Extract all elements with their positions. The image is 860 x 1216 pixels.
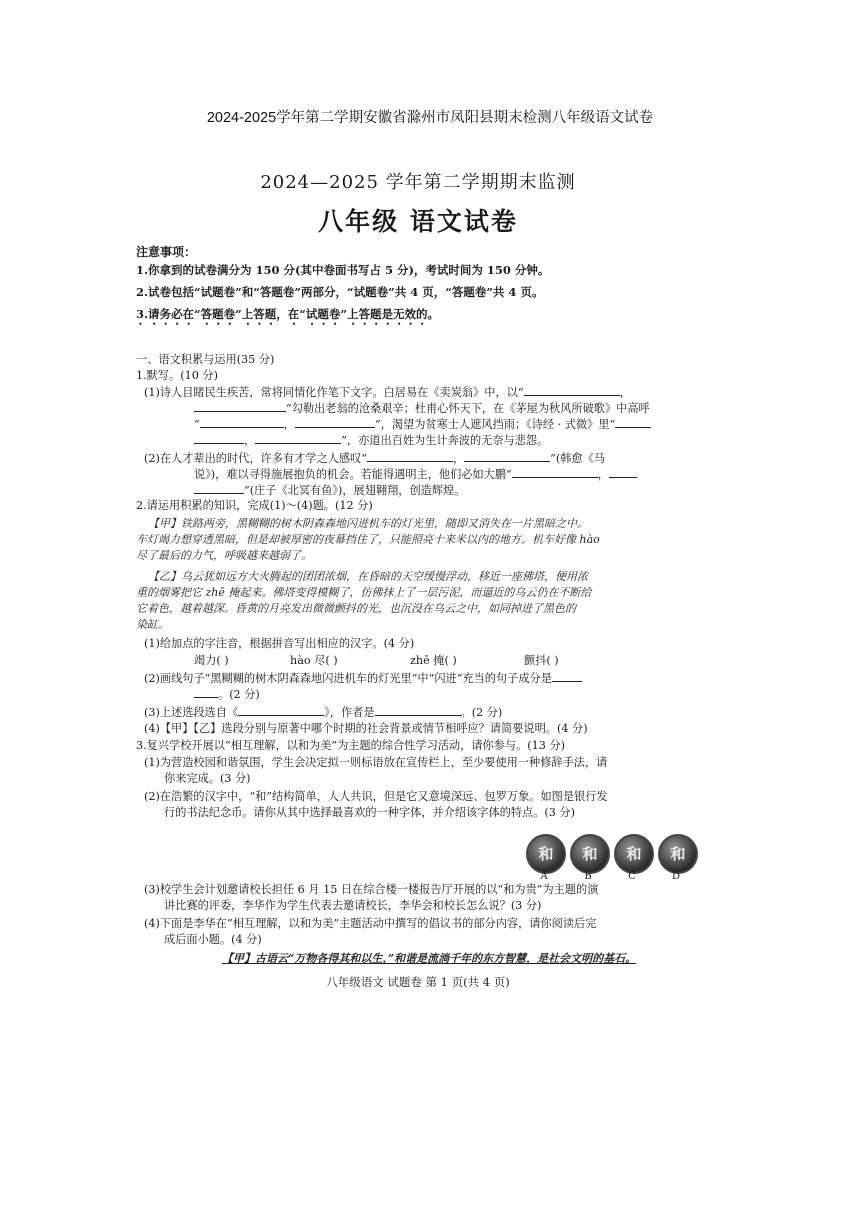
section-heading: 一、语文积累与运用(35 分) <box>136 353 275 366</box>
document-title: 2024-2025学年第二学期安徽省滁州市凤阳县期末检测八年级语文试卷 <box>206 110 654 126</box>
q2-sub3-text-c: 。(2 分) <box>460 706 503 719</box>
q2-yi-line4: 染缸。 <box>136 618 169 631</box>
pinyin-item-3[interactable]: zhē 掩( ) <box>410 654 457 667</box>
coin-c-label: C <box>628 871 636 882</box>
exam-title: 2024—2025 学年第二学期期末监测 <box>260 172 576 193</box>
coin-d-label: D <box>671 871 681 882</box>
coin-a-glyph: 和 <box>538 845 554 863</box>
answer-blank[interactable] <box>194 432 244 444</box>
q2-yi-line1: 【乙】乌云犹如远方大火腾起的团团浓烟，在昏暗的天空缓慢浮动，移近一座佛塔，便用浓 <box>148 570 588 583</box>
coin-d-glyph: 和 <box>670 845 686 863</box>
coin-a-label: A <box>540 871 548 882</box>
answer-blank[interactable] <box>194 400 286 412</box>
exam-subtitle: 八年级 语文试卷 <box>318 207 518 236</box>
coin-d-image <box>658 834 698 874</box>
pinyin-item-2[interactable]: hào 尽( ) <box>290 654 338 667</box>
q3-sub4-line2: 成后面小题。(4 分) <box>164 933 262 946</box>
q2-sub2-line1 <box>144 670 582 686</box>
notice-heading: 注意事项： <box>136 245 197 259</box>
exam-page-scan <box>118 148 718 998</box>
answer-blank[interactable] <box>609 466 637 478</box>
q2-sub2-text1: (2)画线句子“黑糊糊的树木阴森森地闪进机车的灯光里”中“闪进”充当的句子成分是 <box>144 672 552 685</box>
notice-item-1: 1.你拿到的试卷满分为 150 分(其中卷面书写占 5 分)，考试时间为 150 分钟。 <box>136 263 550 277</box>
q2-sub2-text2: 。(2 分) <box>218 688 260 701</box>
q2-jia-line3: 尽了最后的力气，呼吸越来越弱了。 <box>136 549 312 562</box>
answer-blank[interactable] <box>552 670 582 682</box>
q2-sub4: (4)【甲】【乙】选段分别与原著中哪个时期的社会背景或情节相呼应？请简要说明。(4 分) <box>144 722 588 735</box>
q3-jia-passage: 【甲】古语云“万物各得其和以生，”和谐是流淌千年的东方智慧，是社会文明的基石。 <box>222 952 637 965</box>
q3-sub1-line1: (1)为营造校园和谐氛围，学生会决定拟一则标语放在宣传栏上，至少要使用一种修辞手法，请 <box>144 756 608 769</box>
pinyin-item-4[interactable]: 颤抖( ) <box>524 654 559 667</box>
answer-blank[interactable] <box>367 450 453 462</box>
answer-blank[interactable] <box>524 384 620 396</box>
coin-a-image <box>526 834 566 874</box>
coin-b-glyph: 和 <box>582 845 598 863</box>
q1-p1-line2 <box>194 400 650 416</box>
q3-sub1-line2: 你来完成。(3 分) <box>164 772 251 785</box>
q3-sub4-line1: (4)下面是李华在“相互理解，以和为美”主题活动中撰写的倡议书的部分内容，请你阅读后完 <box>144 917 597 930</box>
q3-sub3-line1: (3)校学生会计划邀请校长担任 6 月 15 日在综合楼一楼报告厅开展的以“和为贵”为主题的演 <box>144 883 599 896</box>
q2-sub3-text-b: 》，作者是 <box>324 706 375 719</box>
q2-yi-line2: 重的烟雾把它 zhē 掩起来。佛塔变得模糊了，仿佛抹上了一层污泥，而逼近的乌云仍在不断给 <box>136 586 592 599</box>
q2-sub1: (1)给加点的字注音，根据拼音写出相应的汉字。(4 分) <box>144 637 415 650</box>
q1-p2-text2: 说》)，难以寻得施展抱负的机会。若能得遇明主，他们必如大鹏“ <box>194 468 512 481</box>
answer-blank[interactable] <box>238 704 324 716</box>
q1-p1-text4: ”，亦道出百姓为生计奔波的无奈与悲怨。 <box>341 434 549 447</box>
q1-p2-line1: (2)在人才辈出的时代，许多有才学之人感叹“ ， ”(韩愈《马 <box>144 452 605 465</box>
q1-p1-line1: (1)诗人目睹民生疾苦，常将同情化作笔下文字。白居易在《卖炭翁》中，以“ ， <box>144 386 631 399</box>
coin-b-image <box>570 834 610 874</box>
answer-blank[interactable] <box>194 482 244 494</box>
coin-c-glyph: 和 <box>626 845 642 863</box>
coin-b-label: B <box>584 871 592 882</box>
notice-item-2: 2.试卷包括“试题卷”和“答题卷”两部分，“试题卷”共 4 页，“答题卷”共 4 页。 <box>136 285 544 299</box>
calligraphy-coins <box>526 834 698 882</box>
q1-p2-text1: (2)在人才辈出的时代，许多有才学之人感叹“ <box>144 452 367 465</box>
q1-p1-line3: “ ， ”，渴望为贫寒士人遮风挡雨；《诗经 · 式微》里“ <box>194 416 651 432</box>
q1-p2-text1b: ”(韩愈《马 <box>550 452 605 465</box>
answer-blank[interactable] <box>512 466 598 478</box>
q1-p1-text3: ”，渴望为贫寒士人遮风挡雨；《诗经 · 式微》里“ <box>374 418 616 431</box>
q2-jia-line1: 【甲】铁路两旁，黑糊糊的树木阴森森地闪进机车的灯光里，随即又消失在一片黑暗之中。 <box>148 517 588 530</box>
answer-blank[interactable] <box>200 416 284 428</box>
q2-title: 2.请运用积累的知识，完成(1)～(4)题。(12 分) <box>136 499 373 512</box>
answer-blank[interactable] <box>615 416 651 428</box>
q1-p1-text1: (1)诗人目睹民生疾苦，常将同情化作笔下文字。白居易在《卖炭翁》中，以“ <box>144 386 524 399</box>
q2-jia-line2: 车灯竭力想穿透黑暗，但是却被厚密的夜幕挡住了，只能照亮十来米以内的地方。机车好像 hào <box>136 533 600 546</box>
q1-p2-line3 <box>194 482 465 498</box>
q1-p1-text2: ”勾勒出老翁的沧桑艰辛；杜甫心怀天下，在《茅屋为秋风所破歌》中高呼 <box>286 402 650 415</box>
q2-yi-line3: 它着色，越着越深。昏黄的月亮发出微微颤抖的光，也沉没在乌云之中，如同掉进了黑色的 <box>136 602 576 615</box>
notice-item-3: 3.请务必在“答题卷”上答题，在“试题卷”上答题是无效的。 <box>136 307 439 321</box>
q2-sub3-text-a: (3)上述选段选自《 <box>144 706 239 719</box>
answer-blank[interactable] <box>295 416 375 428</box>
page-footer: 八年级语文 试题卷 第 1 页(共 4 页) <box>326 975 510 989</box>
answer-blank[interactable] <box>464 450 550 462</box>
q1-p2-text3: ”(庄子《北冥有鱼》)，展翅翱翔，创造辉煌。 <box>244 484 466 497</box>
q1-p1-line4: ， ”，亦道出百姓为生计奔波的无奈与悲怨。 <box>194 432 548 448</box>
answer-blank[interactable] <box>255 432 341 444</box>
pinyin-item-1[interactable]: 竭力( ) <box>194 654 229 667</box>
q3-sub2-line1: (2)在浩繁的汉字中，“和”结构简单，人人共识，但是它又意境深远、包罗万象。如图是银行发 <box>144 790 608 803</box>
q1-title: 1.默写。(10 分) <box>136 369 218 382</box>
answer-blank[interactable] <box>375 704 461 716</box>
q3-sub2-line2: 行的书法纪念币。请你从其中选择最喜欢的一种字体，并介绍该字体的特点。(3 分) <box>164 806 575 819</box>
q2-sub3 <box>144 704 502 720</box>
q1-p2-line2: 说》)，难以寻得施展抱负的机会。若能得遇明主，他们必如大鹏“ ， <box>194 466 637 482</box>
answer-blank[interactable] <box>194 686 218 698</box>
q2-sub2-line2 <box>194 686 260 702</box>
coin-c-image <box>614 834 654 874</box>
q3-title: 3.复兴学校开展以“相互理解，以和为美”为主题的综合性学习活动，请你参与。(13 分) <box>136 739 566 752</box>
q3-sub3-line2: 讲比赛的评委，李华作为学生代表去邀请校长，李华会和校长怎么说？(3 分) <box>164 899 542 912</box>
